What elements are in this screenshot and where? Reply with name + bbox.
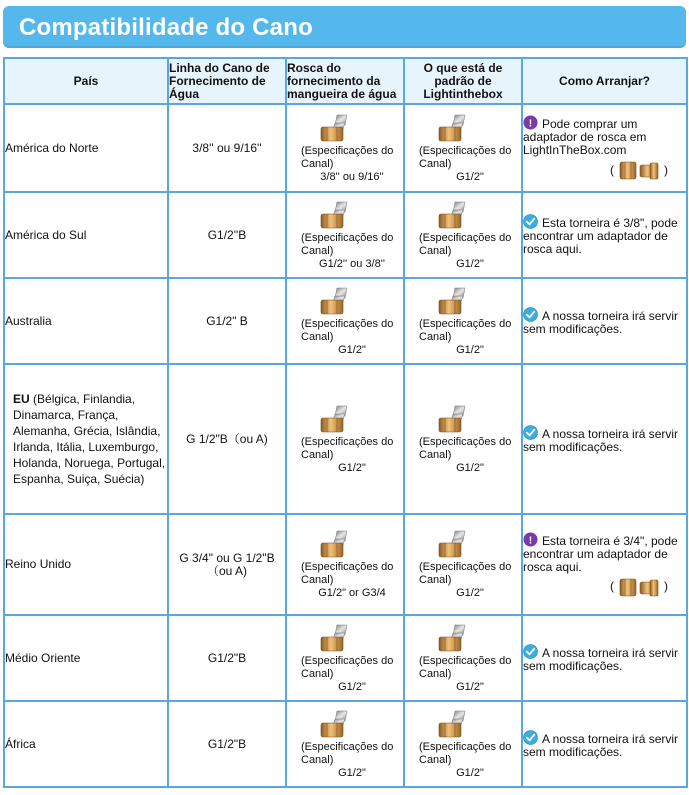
hose-fitting-icon: [435, 200, 471, 230]
hose-fitting-icon: [435, 113, 471, 143]
paren-close: ): [664, 579, 668, 593]
how-text: A nossa torneira irá servir sem modificações.: [523, 426, 679, 454]
supply-cell: G 3/4" ou G 1/2"B（ou A): [168, 514, 286, 615]
how-cell: [522, 104, 687, 192]
header-supply-line: Linha do Cano de Fornecimento de Água: [168, 58, 286, 104]
page-title: Compatibilidade do Cano: [19, 14, 313, 41]
how-cell: [522, 701, 687, 787]
hose-spec-cell: [286, 278, 404, 364]
how-text: Esta torneira é 3/4", pode encontrar um adaptador de rosca aqui.: [523, 533, 678, 574]
standard-spec-cell: [404, 615, 522, 701]
table-row: [4, 192, 687, 278]
spec-value: G1/2": [456, 587, 484, 599]
compatibility-table: [3, 57, 688, 788]
spec-value: 3/8'' ou 9/16'': [320, 170, 384, 183]
supply-cell: G1/2" B: [168, 278, 286, 364]
table-row: [4, 514, 687, 615]
hose-fitting-icon: [435, 529, 471, 559]
spec-value: G1/2" or G3/4: [318, 587, 386, 599]
hose-spec-cell: [286, 701, 404, 787]
supply-cell: 3/8'' ou 9/16'': [168, 104, 286, 192]
how-text: Pode comprar um adaptador de rosca em LightInTheBox.com: [523, 117, 647, 157]
hose-spec-cell: [286, 615, 404, 701]
hose-fitting-icon: [317, 200, 353, 230]
hose-spec-cell: [286, 104, 404, 192]
spec-label: (Especificações do Canal): [419, 740, 512, 766]
table-row: [4, 278, 687, 364]
supply-cell: G1/2''B: [168, 192, 286, 278]
how-cell: [522, 192, 687, 278]
info-icon: [523, 532, 538, 547]
hose-fitting-icon: [317, 529, 353, 559]
standard-spec-cell: [404, 278, 522, 364]
spec-value: G1/2": [338, 680, 366, 693]
spec-value: G1/2": [338, 766, 366, 779]
country-cell: América do Sul: [4, 192, 168, 278]
how-cell: [522, 278, 687, 364]
paren-open: (: [610, 162, 614, 177]
country-cell: Médio Oriente: [4, 615, 168, 701]
country-cell: América do Norte: [4, 104, 168, 192]
table-row: [4, 104, 687, 192]
hose-fitting-icon: [317, 709, 353, 739]
country-cell: África: [4, 701, 168, 787]
check-icon: [523, 307, 538, 322]
info-icon: [523, 115, 538, 130]
spec-label: (Especificações do Canal): [301, 435, 394, 461]
supply-cell: G1/2"B: [168, 701, 286, 787]
header-country: País: [4, 58, 168, 104]
table-row: [4, 701, 687, 787]
check-icon: [523, 425, 538, 440]
hose-fitting-icon: [435, 709, 471, 739]
thread-adapter-icon[interactable]: [614, 159, 664, 181]
paren-open: (: [610, 579, 614, 593]
check-icon: [523, 730, 538, 745]
spec-value: G1/2": [456, 461, 484, 474]
hose-fitting-icon: [317, 113, 353, 143]
standard-spec-cell: [404, 514, 522, 615]
spec-value: G1/2": [456, 257, 484, 270]
check-icon: [523, 214, 538, 229]
hose-fitting-icon: [435, 286, 471, 316]
table-row: [4, 364, 687, 514]
spec-label: (Especificações do Canal): [419, 435, 512, 461]
spec-value: G1/2": [456, 343, 484, 356]
how-cell: [522, 514, 687, 615]
standard-spec-cell: [404, 192, 522, 278]
spec-label: (Especificações do Canal): [301, 231, 394, 257]
table-header-row: [4, 58, 687, 104]
supply-cell: G1/2"B: [168, 615, 286, 701]
hose-fitting-icon: [435, 404, 471, 434]
hose-spec-cell: [286, 364, 404, 514]
hose-spec-cell: [286, 192, 404, 278]
spec-value: G1/2": [456, 766, 484, 779]
header-hose-thread: Rosca do fornecimento da mangueira de água: [286, 58, 404, 104]
how-cell: [522, 364, 687, 514]
hose-fitting-icon: [317, 286, 353, 316]
how-text: A nossa torneira irá servir sem modificações.: [523, 731, 679, 759]
standard-spec-cell: [404, 701, 522, 787]
spec-label: (Especificações do Canal): [301, 144, 394, 170]
supply-cell: G 1/2"B（ou A): [168, 364, 286, 514]
spec-label: (Especificações do Canal): [419, 317, 512, 343]
how-text: A nossa torneira irá servir sem modificações.: [523, 308, 679, 336]
standard-spec-cell: [404, 364, 522, 514]
spec-label: (Especificações do Canal): [419, 144, 512, 170]
spec-label: (Especificações do Canal): [419, 654, 512, 680]
spec-value: G1/2": [338, 343, 366, 356]
country-cell: Reino Unido: [4, 514, 168, 615]
spec-label: (Especificações do Canal): [419, 561, 512, 586]
spec-label: (Especificações do Canal): [301, 654, 394, 680]
spec-label: (Especificações do Canal): [301, 740, 394, 766]
spec-value: G1/2": [456, 680, 484, 693]
hose-fitting-icon: [317, 623, 353, 653]
spec-value: G1/2": [456, 170, 484, 183]
standard-spec-cell: [404, 104, 522, 192]
spec-label: (Especificações do Canal): [301, 317, 394, 343]
hose-fitting-icon: [317, 404, 353, 434]
country-list: (Bélgica, Finlandia, Dinamarca, França, Alemanha, Grécia, Islândia, Irlanda, Itália, Luxemburgo, Holanda, Noruega, Portugal, Espanha, Suiça, Suécia): [13, 392, 166, 486]
adapter-link[interactable]: [523, 576, 668, 598]
header-how-to-get: Como Arranjar?: [522, 58, 687, 104]
table-row: [4, 615, 687, 701]
thread-adapter-icon[interactable]: [614, 576, 664, 598]
spec-value: G1/2": [338, 461, 366, 474]
hose-spec-cell: [286, 514, 404, 615]
header-standard: O que está de padrão de Lightinthebox: [404, 58, 522, 104]
country-cell: Australia: [4, 278, 168, 364]
country-cell: [4, 364, 168, 514]
spec-label: (Especificações do Canal): [419, 231, 512, 257]
how-text[interactable]: Esta torneira é 3/8", pode encontrar um adaptador de rosca aqui.: [523, 216, 678, 256]
hose-fitting-icon: [435, 623, 471, 653]
check-icon: [523, 644, 538, 659]
adapter-link[interactable]: [523, 159, 668, 181]
how-cell: [522, 615, 687, 701]
spec-value: G1/2'' ou 3/8'': [319, 257, 385, 270]
country-bold: EU: [13, 392, 30, 406]
spec-label: (Especificações do Canal): [301, 561, 394, 586]
how-text: A nossa torneira irá servir sem modificações.: [523, 645, 679, 673]
title-bar: [3, 6, 686, 48]
paren-close: ): [664, 162, 668, 177]
